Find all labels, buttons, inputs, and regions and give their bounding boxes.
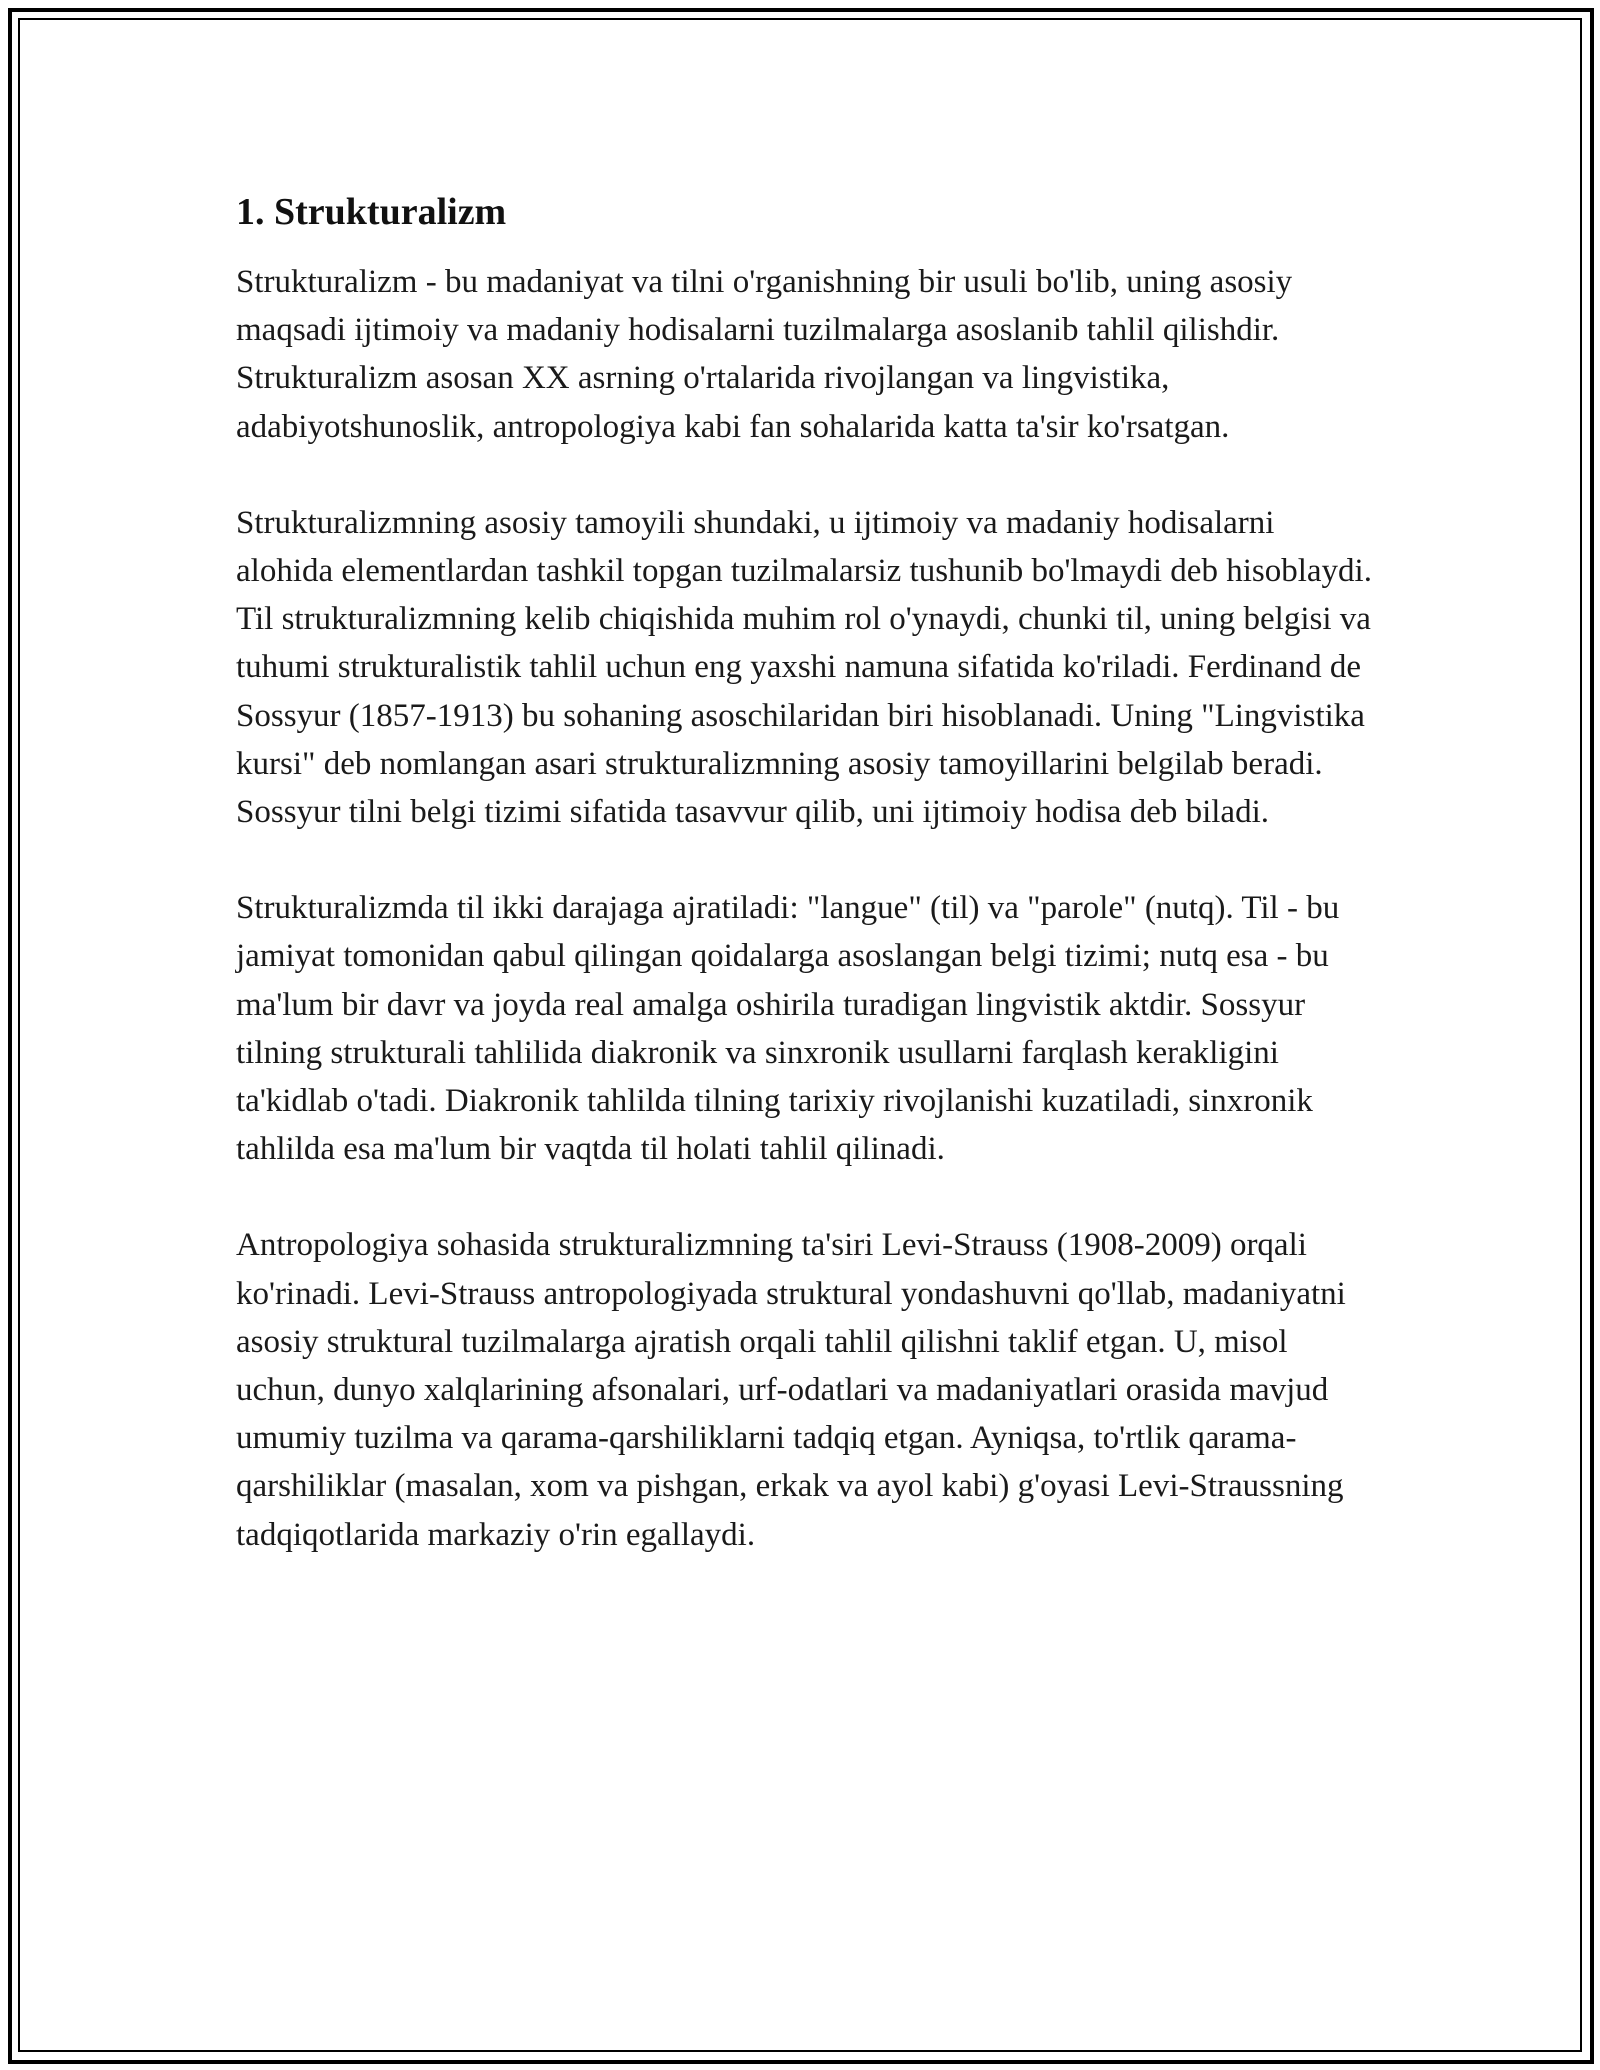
section-heading: 1. Strukturalizm (236, 191, 507, 233)
paragraph-4: Antropologiya sohasida strukturalizmning ta'siri Levi-Strauss (1908-2009) orqali ko'rinadi. Levi-Strauss antropologiyada struktural yondashuvni qo'llab, madaniyatni asosiy struktural tuzilmalarga ajratish orqali tahlil qilishni taklif etgan. U, misol uchun, dunyo xalqlarining afsonalari, urf-odatlari va madaniyatlari orasida mavjud umumiy tuzilma va qarama-qarshiliklarni tadqiq etgan. Ayniqsa, to'rtlik qarama-qarshiliklar (masalan, xom va pishgan, erkak va ayol kabi) g'oyasi Levi-Straussning tadqiqotlarida markaziy o'rin egallaydi. (236, 1227, 1346, 1553)
paragraph-1: Strukturalizm - bu madaniyat va tilni o'rganishning bir usuli bo'lib, uning asosiy maqsadi ijtimoiy va madaniy hodisalarni tuzilmalarga asoslanib tahlil qilishdir. Strukturalizm asosan XX asrning o'rtalarida rivojlangan va lingvistika, adabiyotshunoslik, antropologiya kabi fan sohalarida katta ta'sir ko'rsatgan. (236, 264, 1293, 445)
paragraph-3: Strukturalizmda til ikki darajaga ajratiladi: "langue" (til) va "parole" (nutq). Til - bu jamiyat tomonidan qabul qilingan qoidalarga asoslangan belgi tizimi; nutq esa - bu ma'lum bir davr va joyda real amalga oshirila turadigan lingvistik aktdir. Sossyur tilning strukturali tahlilida diakronik va sinxronik usullarni farqlash kerakligini ta'kidlab o'tadi. Diakronik tahlilda tilning tarixiy rivojlanishi kuzatiladi, sinxronik tahlilda esa ma'lum bir vaqtda til holati tahlil qilinadi. (236, 890, 1340, 1168)
document-body (236, 188, 1376, 1607)
paragraph-2: Strukturalizmning asosiy tamoyili shundaki, u ijtimoiy va madaniy hodisalarni alohida elementlardan tashkil topgan tuzilmalarsiz tushunib bo'lmaydi deb hisoblaydi. Til strukturalizmning kelib chiqishida muhim rol o'ynaydi, chunki til, uning belgisi va tuhumi strukturalistik tahlil uchun eng yaxshi namuna sifatida ko'riladi. Ferdinand de Sossyur (1857-1913) bu sohaning asoschilaridan biri hisoblanadi. Uning "Lingvistika kursi" deb nomlangan asari strukturalizmning asosiy tamoyillarini belgilab beradi. Sossyur tilni belgi tizimi sifatida tasavvur qilib, uni ijtimoiy hodisa deb biladi. (236, 504, 1372, 831)
